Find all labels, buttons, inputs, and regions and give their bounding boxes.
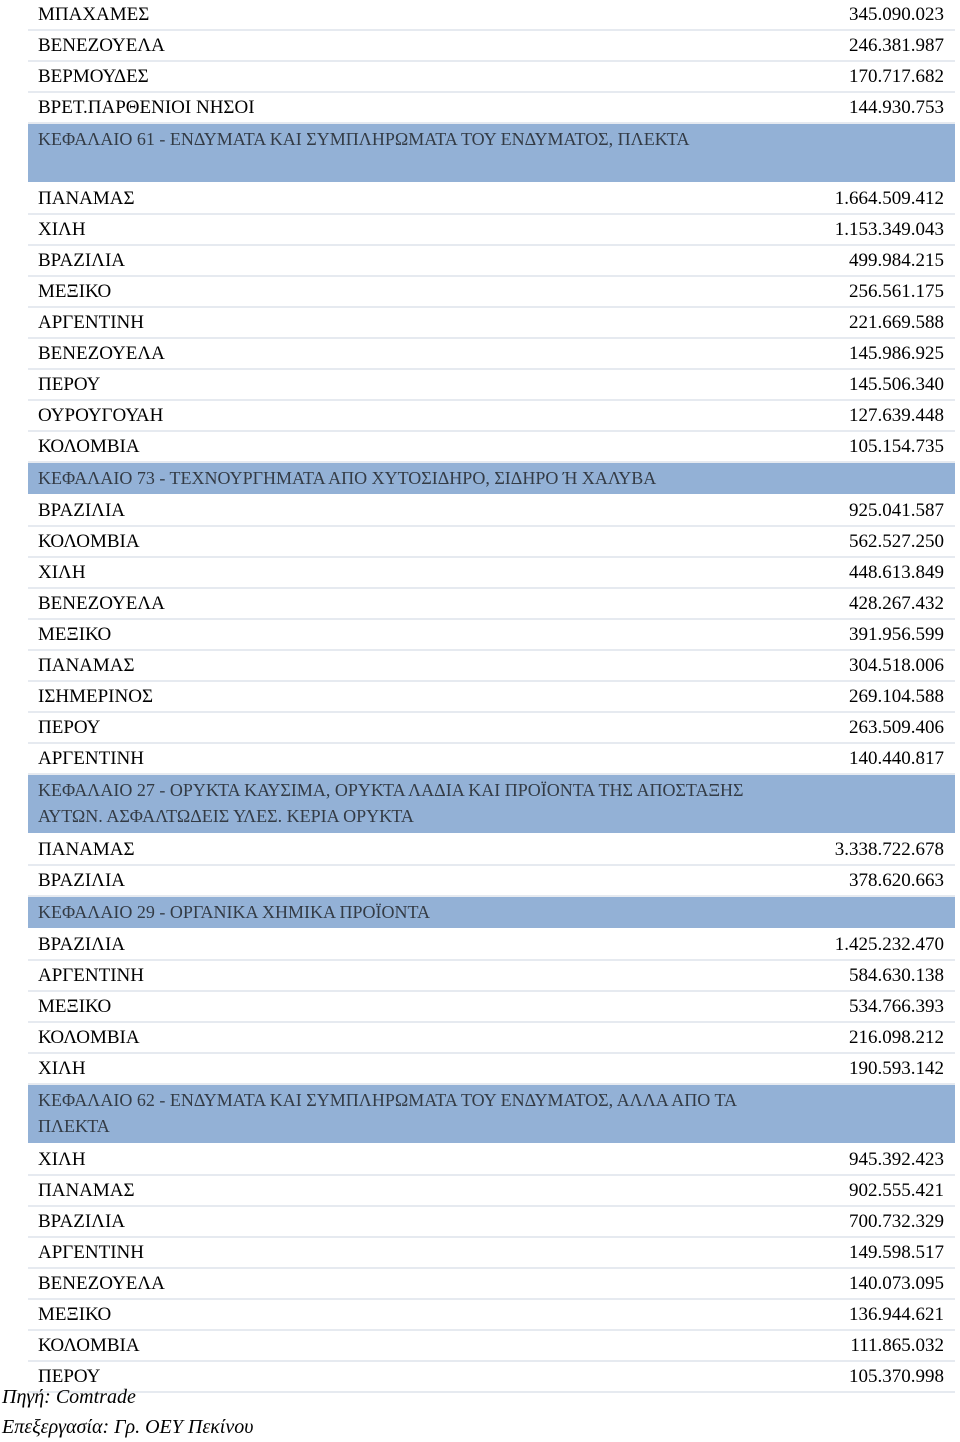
country-cell: ΜΕΞΙΚΟ bbox=[38, 623, 112, 645]
table-row bbox=[28, 246, 955, 277]
value-cell: 428.267.432 bbox=[849, 592, 944, 614]
value-cell: 345.090.023 bbox=[849, 3, 944, 25]
country-cell: ΒΕΡΜΟΥΔΕΣ bbox=[38, 65, 149, 87]
table-row bbox=[28, 1331, 955, 1362]
country-cell: ΠΕΡΟΥ bbox=[38, 1365, 101, 1387]
table-row bbox=[28, 370, 955, 401]
trade-table bbox=[28, 0, 955, 1393]
country-cell: ΑΡΓΕΝΤΙΝΗ bbox=[38, 1241, 144, 1263]
chapter-header-row bbox=[28, 775, 955, 835]
value-cell: 149.598.517 bbox=[849, 1241, 944, 1263]
table-row bbox=[28, 215, 955, 246]
table-row bbox=[28, 93, 955, 124]
table-row bbox=[28, 1176, 955, 1207]
value-cell: 1.425.232.470 bbox=[834, 933, 944, 955]
country-cell: ΠΑΝΑΜΑΣ bbox=[38, 187, 135, 209]
table-row bbox=[28, 1207, 955, 1238]
country-cell: ΚΟΛΟΜΒΙΑ bbox=[38, 1026, 140, 1048]
table-row bbox=[28, 835, 955, 866]
country-cell: ΒΕΝΕΖΟΥΕΛΑ bbox=[38, 34, 165, 56]
value-cell: 256.561.175 bbox=[849, 280, 944, 302]
value-cell: 448.613.849 bbox=[849, 561, 944, 583]
source-note: Πηγή: Comtrade bbox=[2, 1386, 136, 1408]
table-row bbox=[28, 744, 955, 775]
table-row bbox=[28, 1145, 955, 1176]
value-cell: 1.664.509.412 bbox=[834, 187, 944, 209]
country-cell: ΒΡΑΖΙΛΙΑ bbox=[38, 869, 125, 891]
country-cell: ΚΟΛΟΜΒΙΑ bbox=[38, 1334, 140, 1356]
country-cell: ΜΕΞΙΚΟ bbox=[38, 995, 112, 1017]
value-cell: 1.153.349.043 bbox=[834, 218, 944, 240]
table-row bbox=[28, 992, 955, 1023]
chapter-title: ΚΕΦΑΛΑΙΟ 62 - ΕΝΔΥΜΑΤΑ ΚΑΙ ΣΥΜΠΛΗΡΩΜΑΤΑ ΤΟΥ ΕΝΔΥΜΑΤΟΣ, ΑΛΛΑ ΑΠΟ ΤΑ ΠΛΕΚΤΑ bbox=[38, 1090, 737, 1136]
table-row bbox=[28, 62, 955, 93]
table-row bbox=[28, 496, 955, 527]
table-row bbox=[28, 1300, 955, 1331]
chapter-title: ΚΕΦΑΛΑΙΟ 29 - ΟΡΓΑΝΙΚΑ ΧΗΜΙΚΑ ΠΡΟΪΟΝΤΑ bbox=[38, 902, 431, 922]
country-cell: ΒΡΑΖΙΛΙΑ bbox=[38, 249, 125, 271]
country-cell: ΧΙΛΗ bbox=[38, 218, 86, 240]
country-cell: ΧΙΛΗ bbox=[38, 1148, 86, 1170]
country-cell: ΚΟΛΟΜΒΙΑ bbox=[38, 435, 140, 457]
country-cell: ΒΡΑΖΙΛΙΑ bbox=[38, 499, 125, 521]
value-cell: 3.338.722.678 bbox=[834, 838, 944, 860]
table-row bbox=[28, 401, 955, 432]
value-cell: 562.527.250 bbox=[849, 530, 944, 552]
country-cell: ΚΟΛΟΜΒΙΑ bbox=[38, 530, 140, 552]
table-row bbox=[28, 866, 955, 897]
value-cell: 584.630.138 bbox=[849, 964, 944, 986]
chapter-header-row bbox=[28, 124, 955, 184]
country-cell: ΧΙΛΗ bbox=[38, 1057, 86, 1079]
country-cell: ΠΑΝΑΜΑΣ bbox=[38, 654, 135, 676]
value-cell: 140.073.095 bbox=[849, 1272, 944, 1294]
table-row bbox=[28, 713, 955, 744]
country-cell: ΒΡΑΖΙΛΙΑ bbox=[38, 933, 125, 955]
footer-notes bbox=[2, 1382, 253, 1442]
table-row bbox=[28, 31, 955, 62]
country-cell: ΟΥΡΟΥΓΟΥΑΗ bbox=[38, 404, 164, 426]
country-cell: ΧΙΛΗ bbox=[38, 561, 86, 583]
value-cell: 127.639.448 bbox=[849, 404, 944, 426]
value-cell: 111.865.032 bbox=[850, 1334, 944, 1356]
table-row bbox=[28, 1054, 955, 1085]
country-cell: ΑΡΓΕΝΤΙΝΗ bbox=[38, 311, 144, 333]
value-cell: 144.930.753 bbox=[849, 96, 944, 118]
value-cell: 221.669.588 bbox=[849, 311, 944, 333]
chapter-title: ΚΕΦΑΛΑΙΟ 27 - ΟΡΥΚΤΑ ΚΑΥΣΙΜΑ, ΟΡΥΚΤΑ ΛΑΔΙΑ ΚΑΙ ΠΡΟΪΟΝΤΑ ΤΗΣ ΑΠΟΣΤΑΞΗΣ ΑΥΤΩΝ. ΑΣΦΑΛΤΩΔΕΙΣ ΥΛΕΣ. ΚΕΡΙΑ ΟΡΥΚΤΑ bbox=[38, 780, 744, 826]
value-cell: 304.518.006 bbox=[849, 654, 944, 676]
table-row bbox=[28, 527, 955, 558]
value-cell: 269.104.588 bbox=[849, 685, 944, 707]
value-cell: 170.717.682 bbox=[849, 65, 944, 87]
table-row bbox=[28, 620, 955, 651]
country-cell: ΑΡΓΕΝΤΙΝΗ bbox=[38, 747, 144, 769]
table-row bbox=[28, 930, 955, 961]
table-row bbox=[28, 277, 955, 308]
country-cell: ΒΡΕΤ.ΠΑΡΘΕΝΙΟΙ ΝΗΣΟΙ bbox=[38, 96, 255, 118]
value-cell: 391.956.599 bbox=[849, 623, 944, 645]
country-cell: ΒΕΝΕΖΟΥΕΛΑ bbox=[38, 592, 165, 614]
country-cell: ΙΣΗΜΕΡΙΝΟΣ bbox=[38, 685, 154, 707]
processing-note: Επεξεργασία: Γρ. ΟΕΥ Πεκίνου bbox=[2, 1416, 254, 1438]
country-cell: ΠΑΝΑΜΑΣ bbox=[38, 838, 135, 860]
country-cell: ΒΕΝΕΖΟΥΕΛΑ bbox=[38, 342, 165, 364]
value-cell: 378.620.663 bbox=[849, 869, 944, 891]
value-cell: 105.154.735 bbox=[849, 435, 944, 457]
value-cell: 136.944.621 bbox=[849, 1303, 944, 1325]
value-cell: 246.381.987 bbox=[849, 34, 944, 56]
table-row bbox=[28, 1269, 955, 1300]
value-cell: 145.506.340 bbox=[849, 373, 944, 395]
country-cell: ΒΕΝΕΖΟΥΕΛΑ bbox=[38, 1272, 165, 1294]
chapter-header-row bbox=[28, 897, 955, 930]
country-cell: ΠΕΡΟΥ bbox=[38, 716, 101, 738]
country-cell: ΜΠΑΧΑΜΕΣ bbox=[38, 3, 150, 25]
country-cell: ΜΕΞΙΚΟ bbox=[38, 280, 112, 302]
country-cell: ΜΕΞΙΚΟ bbox=[38, 1303, 112, 1325]
value-cell: 140.440.817 bbox=[849, 747, 944, 769]
value-cell: 925.041.587 bbox=[849, 499, 944, 521]
value-cell: 499.984.215 bbox=[849, 249, 944, 271]
chapter-header-row bbox=[28, 463, 955, 496]
value-cell: 700.732.329 bbox=[849, 1210, 944, 1232]
table-row bbox=[28, 184, 955, 215]
value-cell: 105.370.998 bbox=[849, 1365, 944, 1387]
table-row bbox=[28, 651, 955, 682]
value-cell: 216.098.212 bbox=[849, 1026, 944, 1048]
table-row bbox=[28, 0, 955, 31]
country-cell: ΒΡΑΖΙΛΙΑ bbox=[38, 1210, 125, 1232]
table-row bbox=[28, 1238, 955, 1269]
value-cell: 534.766.393 bbox=[849, 995, 944, 1017]
chapter-header-row bbox=[28, 1085, 955, 1145]
value-cell: 145.986.925 bbox=[849, 342, 944, 364]
table-row bbox=[28, 1023, 955, 1054]
chapter-title: ΚΕΦΑΛΑΙΟ 73 - ΤΕΧΝΟΥΡΓΗΜΑΤΑ ΑΠΟ ΧΥΤΟΣΙΔΗΡΟ, ΣΙΔΗΡΟ Ή ΧΑΛΥΒΑ bbox=[38, 468, 657, 488]
table-row bbox=[28, 682, 955, 713]
table-row bbox=[28, 339, 955, 370]
table-row bbox=[28, 589, 955, 620]
table-row bbox=[28, 432, 955, 463]
country-cell: ΑΡΓΕΝΤΙΝΗ bbox=[38, 964, 144, 986]
value-cell: 190.593.142 bbox=[849, 1057, 944, 1079]
table-row bbox=[28, 961, 955, 992]
table-row bbox=[28, 558, 955, 589]
table-row bbox=[28, 308, 955, 339]
chapter-title: ΚΕΦΑΛΑΙΟ 61 - ΕΝΔΥΜΑΤΑ ΚΑΙ ΣΥΜΠΛΗΡΩΜΑΤΑ ΤΟΥ ΕΝΔΥΜΑΤΟΣ, ΠΛΕΚΤΑ bbox=[38, 129, 690, 149]
country-cell: ΠΕΡΟΥ bbox=[38, 373, 101, 395]
value-cell: 263.509.406 bbox=[849, 716, 944, 738]
value-cell: 902.555.421 bbox=[849, 1179, 944, 1201]
country-cell: ΠΑΝΑΜΑΣ bbox=[38, 1179, 135, 1201]
value-cell: 945.392.423 bbox=[849, 1148, 944, 1170]
